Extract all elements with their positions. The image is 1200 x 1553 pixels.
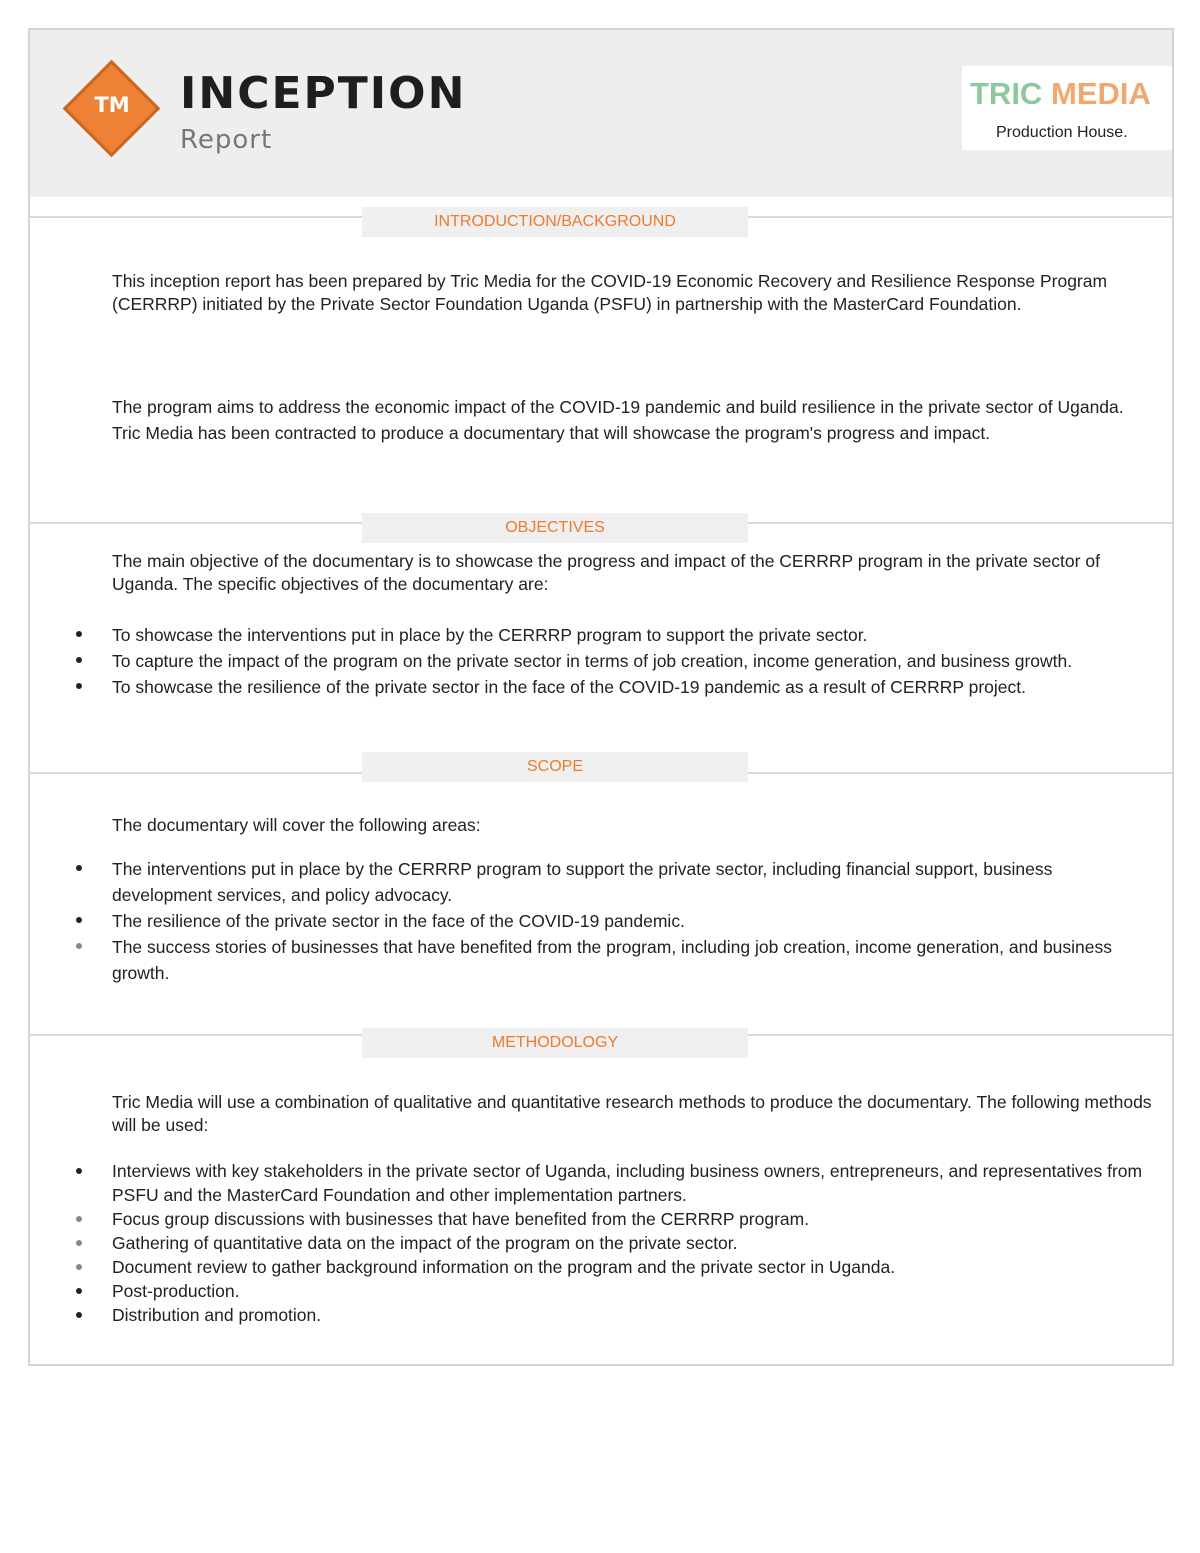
section-heading-objectives: OBJECTIVES: [362, 513, 748, 543]
intro-paragraph-1: This inception report has been prepared by Tric Media for the COVID-19 Economic Recovery and Resilience Response Program (CERRRP) initiated by the Private Sector Foundation Uganda (PSFU) in partnership with the MasterCard Foundation.: [112, 271, 1108, 314]
list-item: [76, 856, 1156, 908]
list-item: [76, 934, 1156, 986]
list-item: [76, 648, 1156, 674]
report-header: [30, 30, 1172, 197]
bullet-icon: [76, 683, 82, 689]
bullet-icon: [76, 1240, 82, 1246]
scope-intro: The documentary will cover the following areas:: [112, 815, 481, 835]
list-item-text: The interventions put in place by the CERRRP program to support the private sector, including financial support, business development services, and policy advocacy.: [112, 859, 1053, 905]
bullet-icon: [76, 1288, 82, 1294]
list-item: [76, 1255, 1156, 1279]
objectives-intro: The main objective of the documentary is to showcase the progress and impact of the CERRRP program in the private sector of Uganda. The specific objectives of the documentary are:: [112, 551, 1100, 594]
section-heading-methodology: METHODOLOGY: [362, 1028, 748, 1058]
bullet-icon: [76, 917, 82, 923]
intro-paragraph-2: The program aims to address the economic impact of the COVID-19 pandemic and build resilience in the private sector of Uganda. Tric Media has been contracted to produce a documentary that will showcase the program's progress and impact.: [112, 397, 1124, 443]
tm-logo-initials: TM: [94, 93, 130, 117]
methodology-list: [76, 1159, 1156, 1327]
brand-name-part2: MEDIA: [1050, 76, 1151, 111]
page-frame: [28, 28, 1174, 1366]
list-item: [76, 674, 1156, 700]
bullet-icon: [76, 1312, 82, 1318]
section-heading-scope: SCOPE: [362, 752, 748, 782]
brand-logo: [962, 66, 1172, 150]
list-item: [76, 1231, 1156, 1255]
list-item-text: The resilience of the private sector in the face of the COVID-19 pandemic.: [112, 911, 685, 931]
list-item: [76, 908, 1156, 934]
bullet-icon: [76, 1168, 82, 1174]
list-item-text: To showcase the resilience of the private sector in the face of the COVID-19 pandemic as a result of CERRRP project.: [112, 677, 1027, 697]
bullet-icon: [76, 657, 82, 663]
list-item: [76, 1303, 1156, 1327]
scope-list: [76, 856, 1156, 986]
list-item-text: Document review to gather background information on the program and the private sector in Uganda.: [112, 1257, 896, 1277]
list-item-text: To capture the impact of the program on the private sector in terms of job creation, income generation, and business growth.: [112, 651, 1073, 671]
list-item: [76, 1159, 1156, 1207]
list-item-text: To showcase the interventions put in place by the CERRRP program to support the private sector.: [112, 625, 868, 645]
bullet-icon: [76, 1216, 82, 1222]
list-item-text: Distribution and promotion.: [112, 1305, 322, 1325]
report-title: INCEPTION: [180, 68, 467, 119]
brand-name-part1: TRIC: [970, 76, 1043, 111]
brand-name: [970, 76, 1151, 112]
section-heading-intro: INTRODUCTION/BACKGROUND: [362, 207, 748, 237]
report-subtitle: Report: [180, 125, 273, 155]
brand-tagline: Production House.: [996, 124, 1128, 141]
objectives-list: [76, 622, 1156, 700]
list-item-text: Interviews with key stakeholders in the private sector of Uganda, including business owners, entrepreneurs, and representatives from PSFU and the MasterCard Foundation and other implementation partners.: [112, 1161, 1143, 1205]
list-item-text: The success stories of businesses that have benefited from the program, including job creation, income generation, and business growth.: [112, 937, 1113, 983]
list-item-text: Focus group discussions with businesses that have benefited from the CERRRP program.: [112, 1209, 810, 1229]
list-item: [76, 1279, 1156, 1303]
bullet-icon: [76, 1264, 82, 1270]
bullet-icon: [76, 865, 82, 871]
list-item: [76, 622, 1156, 648]
bullet-icon: [76, 943, 82, 949]
list-item: [76, 1207, 1156, 1231]
methodology-intro: Tric Media will use a combination of qualitative and quantitative research methods to produce the documentary. The following methods will be used:: [112, 1092, 1152, 1135]
bullet-icon: [76, 631, 82, 637]
list-item-text: Post-production.: [112, 1281, 240, 1301]
list-item-text: Gathering of quantitative data on the impact of the program on the private sector.: [112, 1233, 738, 1253]
